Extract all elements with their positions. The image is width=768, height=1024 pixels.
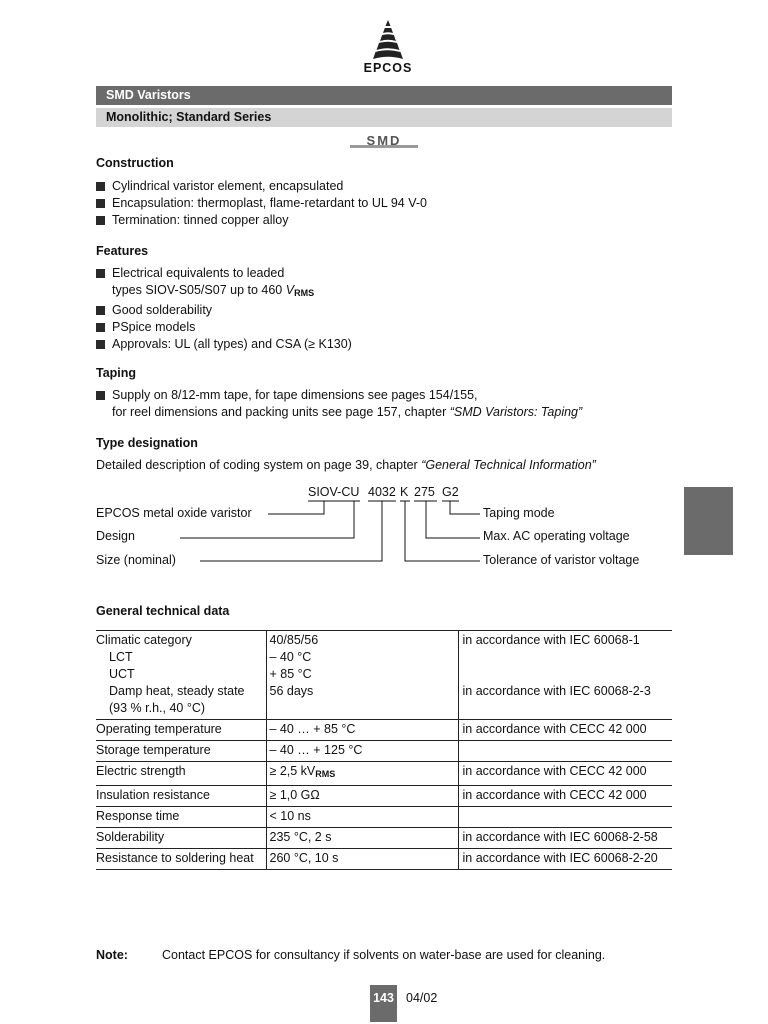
list-item: Cylindrical varistor element, encapsulated xyxy=(96,178,676,195)
table-cell xyxy=(458,741,672,762)
features-heading: Features xyxy=(96,244,149,258)
table-cell: in accordance with IEC 60068-2-58 xyxy=(458,828,672,849)
construction-heading: Construction xyxy=(96,156,174,170)
table-cell: Response time xyxy=(96,807,266,828)
list-item: Electrical equivalents to leaded types SIOV-S05/S07 up to 460 $V_{RMS}$ xyxy=(96,265,676,302)
table-cell: ≥ 2,5 $kV_{RMS}$ xyxy=(266,762,458,786)
table-cell: 235 °C, 2 s xyxy=(266,828,458,849)
type-designation-description: Detailed description of coding system on page 39, chapter “General Technical Information” xyxy=(96,458,596,472)
table-cell: – 40 … + 125 °C xyxy=(266,741,458,762)
type-designation-heading: Type designation xyxy=(96,436,198,450)
list-item: Approvals: UL (all types) and CSA (≥ K130) xyxy=(96,336,676,353)
section-subtitle-bar: Monolithic; Standard Series xyxy=(96,108,672,127)
table-row xyxy=(96,807,672,828)
side-tab-marker xyxy=(684,487,733,555)
table-cell: 260 °C, 10 s xyxy=(266,849,458,870)
table-cell: Storage temperature xyxy=(96,741,266,762)
table-cell: in accordance with IEC 60068-1 in accordance with IEC 60068-2-3 xyxy=(458,631,672,720)
note-label: Note: xyxy=(96,948,128,962)
list-item: Encapsulation: thermoplast, flame-retardant to UL 94 V-0 xyxy=(96,195,676,212)
list-item: PSpice models xyxy=(96,319,676,336)
table-cell: in accordance with IEC 60068-2-20 xyxy=(458,849,672,870)
table-cell: ≥ 1,0 GΩ xyxy=(266,786,458,807)
type-code-tolerance: K xyxy=(400,485,409,499)
table-cell: Climatic category LCT UCT Damp heat, steady state (93 % r.h., 40 °C) xyxy=(96,631,266,720)
epcos-logo-text: EPCOS xyxy=(363,61,413,75)
table-row xyxy=(96,720,672,741)
type-code-taping: G2 xyxy=(442,485,459,499)
table-cell: Insulation resistance xyxy=(96,786,266,807)
table-row xyxy=(96,631,672,720)
list-item: Termination: tinned copper alloy xyxy=(96,212,676,229)
taping-heading: Taping xyxy=(96,366,137,380)
list-item: Good solderability xyxy=(96,302,676,319)
label-tolerance: Tolerance of varistor voltage xyxy=(483,553,640,567)
table-cell: – 40 … + 85 °C xyxy=(266,720,458,741)
general-data-table xyxy=(96,630,672,870)
general-data-heading: General technical data xyxy=(96,604,230,618)
label-max-ac-voltage: Max. AC operating voltage xyxy=(483,529,630,543)
table-row xyxy=(96,741,672,762)
label-design: Design xyxy=(96,529,135,543)
label-metal-oxide-varistor: EPCOS metal oxide varistor xyxy=(96,506,252,520)
table-cell: Electric strength xyxy=(96,762,266,786)
table-cell: < 10 ns xyxy=(266,807,458,828)
type-code-size: 4032 xyxy=(368,485,396,499)
table-cell: in accordance with CECC 42 000 xyxy=(458,762,672,786)
table-cell: Resistance to soldering heat xyxy=(96,849,266,870)
list-item: Supply on 8/12-mm tape, for tape dimensions see pages 154/155, for reel dimensions and packing units see page 157, chapter “SMD Varistors: Taping” xyxy=(96,387,686,421)
issue-date: 04/02 xyxy=(406,991,438,1005)
table-cell: in accordance with CECC 42 000 xyxy=(458,786,672,807)
type-code-siov-cu: SIOV-CU xyxy=(308,485,360,499)
note-text: Contact EPCOS for consultancy if solvents on water-base are used for cleaning. xyxy=(162,948,606,962)
table-row xyxy=(96,828,672,849)
table-row xyxy=(96,762,672,786)
page-number: 143 xyxy=(370,985,397,1022)
table-cell: Operating temperature xyxy=(96,720,266,741)
table-cell: 40/85/56 – 40 °C + 85 °C 56 days xyxy=(266,631,458,720)
table-cell xyxy=(458,807,672,828)
table-cell: in accordance with CECC 42 000 xyxy=(458,720,672,741)
table-row xyxy=(96,786,672,807)
smd-logo-text: SMD xyxy=(366,133,402,148)
type-code-voltage: 275 xyxy=(414,485,435,499)
table-cell: Solderability xyxy=(96,828,266,849)
label-size-nominal: Size (nominal) xyxy=(96,553,176,567)
section-title-bar: SMD Varistors xyxy=(96,86,672,105)
table-row xyxy=(96,849,672,870)
label-taping-mode: Taping mode xyxy=(483,506,555,520)
